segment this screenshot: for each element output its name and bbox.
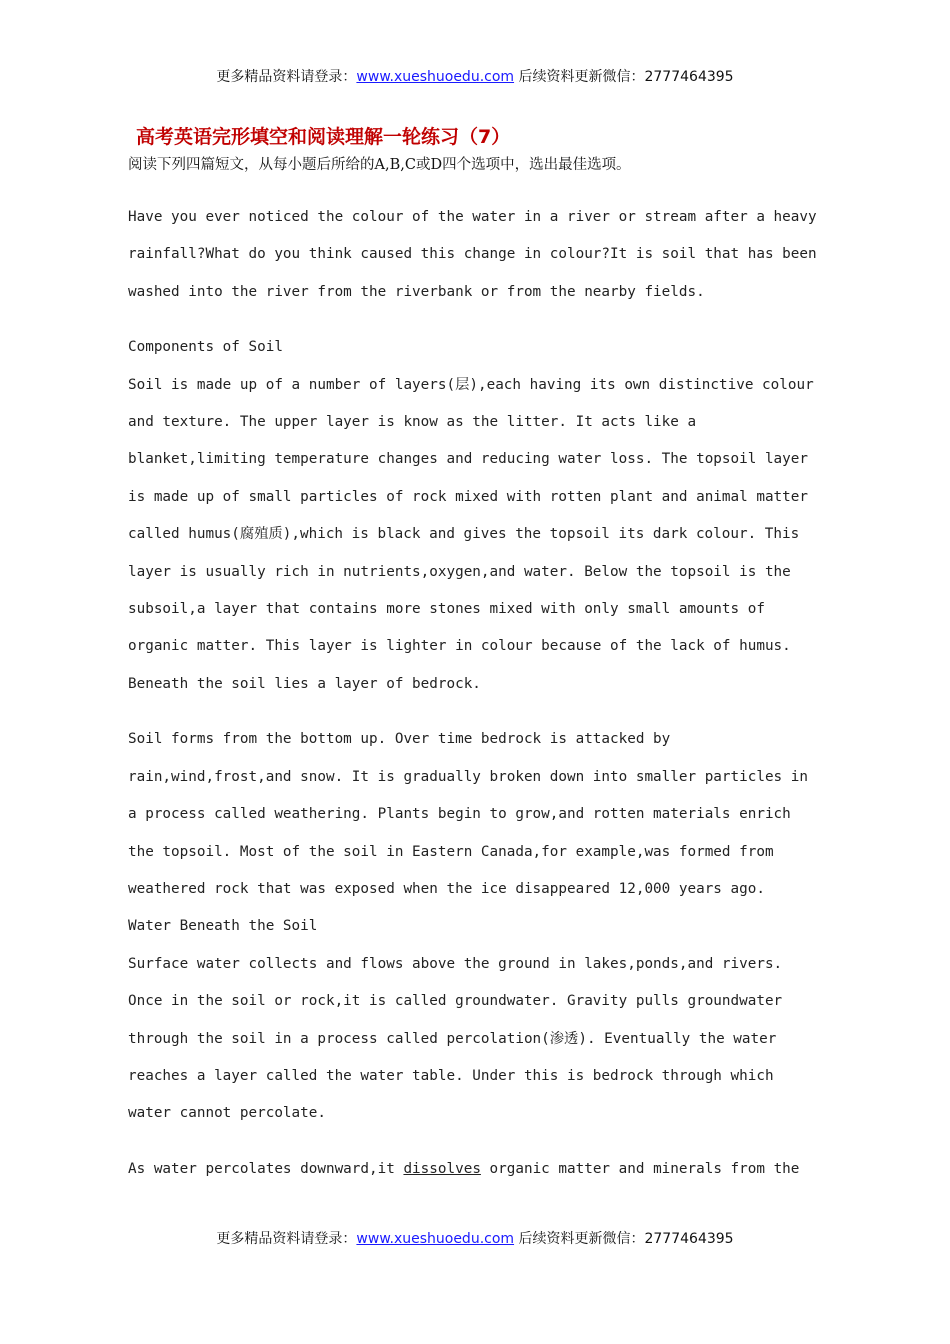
header-suffix: 后续资料更新微信：2777464395 <box>514 69 734 85</box>
footer-website-link[interactable]: www.xueshuoedu.com <box>356 1231 515 1247</box>
header-banner <box>0 66 950 86</box>
underlined-word: dissolves <box>403 1160 481 1177</box>
instruction-text: 阅读下列四篇短文，从每小题后所给的A,B,C或D四个选项中，选出最佳选项。 <box>128 157 631 173</box>
section-heading-water: Water Beneath the Soil <box>128 918 318 935</box>
paragraph-4: Surface water collects and flows above the ground in lakes,ponds,and rivers. Once in the soil or rock,it is called groundwater. Gravity pulls groundwater through the soil in a process called percolation(渗透). Eventually the water reaches a layer called the water table. Under this is bedrock through which water cannot percolate. <box>128 955 783 1122</box>
footer-prefix: 更多精品资料请登录： <box>216 1231 357 1247</box>
paragraph-5-end: organic matter and minerals from the <box>480 1160 800 1177</box>
document-title: 高考英语完形填空和阅读理解一轮练习（7） <box>136 126 511 148</box>
paragraph-3: Soil forms from the bottom up. Over time bedrock is attacked by rain,wind,frost,and snow. It is gradually broken down into smaller particles in a process called weathering. Plants begin to grow,and rotten materials enrich the topsoil. Most of the soil in Eastern Canada,for example,was formed from weathered rock that was exposed when the ice disappeared 12,000 years ago. <box>128 731 808 897</box>
section-heading-components: Components of Soil <box>128 339 283 356</box>
paragraph-5-start: As water percolates downward,it <box>128 1160 404 1177</box>
header-prefix: 更多精品资料请登录： <box>216 69 357 85</box>
passage <box>128 199 818 1206</box>
paragraph-1: Have you ever noticed the colour of the water in a river or stream after a heavy rainfall?What do you think caused this change in colour?It is soil that has been washed into the river from the riverbank or from the nearby fields. <box>128 209 817 300</box>
footer-banner <box>0 1228 950 1248</box>
paragraph-5 <box>128 1151 818 1188</box>
paragraph-2: Soil is made up of a number of layers(层),each having its own distinctive colour and texture. The upper layer is know as the litter. It acts like a blanket,limiting temperature changes and reducing water loss. The topsoil layer is made up of small particles of rock mixed with rotten plant and animal matter called humus(腐殖质),which is black and gives the topsoil its dark colour. This layer is usually rich in nutrients,oxygen,and water. Below the topsoil is the subsoil,a layer that contains more stones mixed with only small amounts of organic matter. This layer is lighter in colour because of the lack of humus. Beneath the soil lies a layer of bedrock. <box>128 376 814 692</box>
header-website-link[interactable]: www.xueshuoedu.com <box>356 69 515 85</box>
footer-suffix: 后续资料更新微信：2777464395 <box>514 1231 734 1247</box>
